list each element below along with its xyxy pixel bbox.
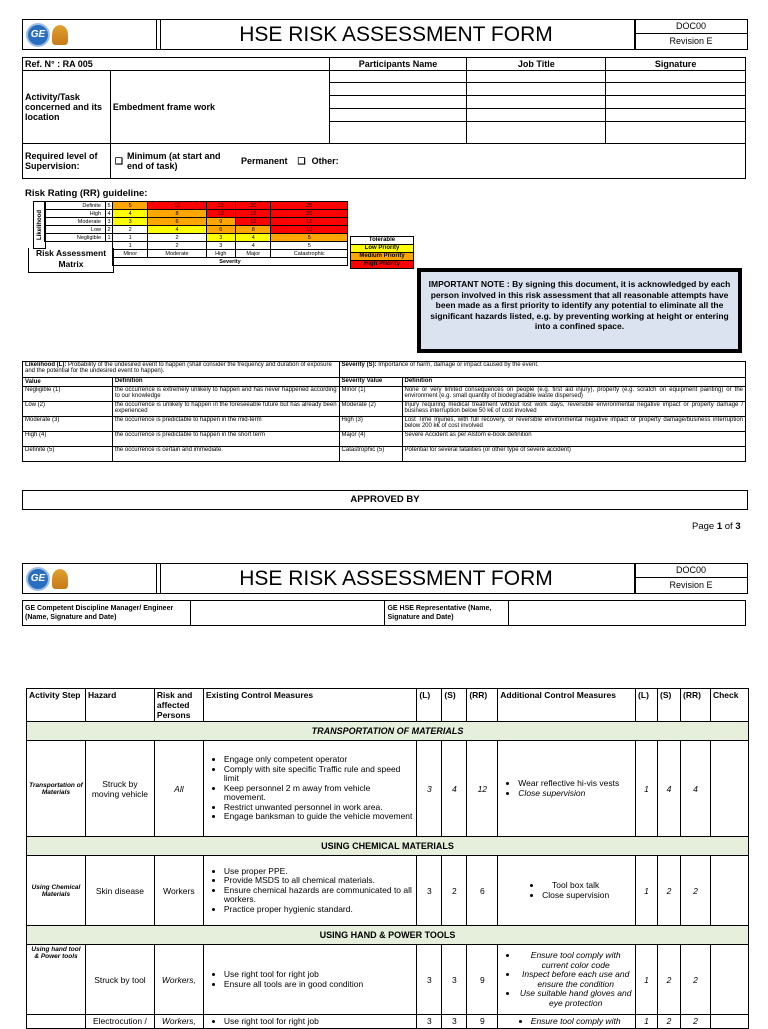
check-cell[interactable] <box>710 856 748 926</box>
legend-item: Low Priority <box>350 244 414 253</box>
likelihood-value: Moderate (3) <box>23 417 113 432</box>
matrix-label: Risk Assessment Matrix <box>28 248 114 273</box>
residual-s: 2 <box>658 945 681 1015</box>
matrix-cell: 9 <box>206 218 236 226</box>
residual-rr: 2 <box>680 1015 710 1029</box>
existing-control-item: • Keep personnel 2 m away from vehicle movement. <box>224 784 415 803</box>
rating-rr: 9 <box>467 945 498 1015</box>
additional-control-item: • Close supervision <box>518 789 633 799</box>
residual-s: 2 <box>658 856 681 926</box>
affected-persons: Workers, <box>154 1015 203 1029</box>
participant-cell[interactable] <box>329 122 467 144</box>
severity-definition: None or very limited consequences on people (e.g. first aid injury), property (e.g. scratch on equipment painting) or the environment (e.g. small quantity of biodegradable waste dispersed) <box>402 387 746 402</box>
severity-number: 4 <box>236 242 271 250</box>
supervision-other: Other: <box>311 156 339 166</box>
job-title-cell[interactable] <box>467 109 606 122</box>
severity-def-heading: Severity (S): Importance of harm, damage or impact caused by the event. <box>339 362 745 378</box>
rating-s: 2 <box>442 856 467 926</box>
matrix-cell: 6 <box>206 226 236 234</box>
table-row <box>27 1015 749 1029</box>
signature-cell[interactable] <box>606 83 746 96</box>
participant-cell[interactable] <box>329 109 467 122</box>
column-header: (S) <box>658 689 681 722</box>
matrix-row-number: 4 <box>107 210 111 217</box>
risk-assessment-table <box>26 688 749 1029</box>
matrix-cell: 4 <box>113 210 148 218</box>
severity-number: 1 <box>113 242 148 250</box>
activity-value: Embedment frame work <box>110 71 329 144</box>
hazard: Electrocution / <box>85 1015 154 1029</box>
legend-item: Tolerable <box>350 236 414 245</box>
column-header: Hazard <box>85 689 154 722</box>
supervision-minimum: Minimum (at start and end of task) <box>127 151 221 171</box>
existing-control-item: • Use right tool for right job <box>224 1017 415 1027</box>
severity-value: Minor (1) <box>339 387 402 402</box>
existing-control-item: • Ensure chemical hazards are communicated to all workers. <box>224 886 415 905</box>
likelihood-definition: the occurrence is certain and immediate. <box>112 447 339 462</box>
existing-control-item: • Engage only competent operator <box>224 755 415 765</box>
important-note: IMPORTANT NOTE : By signing this document, it is acknowledged by each person involved in this risk assessment that all reasonable attempts have been made as a first priority to identify any potential to eliminate all the significant hazards listed, e.g. by preventing working at height or entering into a confined space. <box>417 268 742 353</box>
residual-rr: 2 <box>680 856 710 926</box>
palm-logo-icon <box>52 25 68 45</box>
additional-controls <box>498 1015 636 1029</box>
matrix-cell: 20 <box>271 210 348 218</box>
residual-s: 4 <box>658 741 681 837</box>
matrix-cell: 20 <box>236 202 271 210</box>
column-header: (L) <box>636 689 658 722</box>
severity-value: Catastrophic (5) <box>339 447 402 462</box>
matrix-cell: 4 <box>148 226 206 234</box>
matrix-row-label: High <box>45 210 106 218</box>
approval-signatures-table <box>22 600 746 626</box>
likelihood-value: Negligible (1) <box>23 387 113 402</box>
matrix-cell: 8 <box>236 226 271 234</box>
matrix-cell: 2 <box>148 234 206 242</box>
activity-step: Transportation of Materials <box>27 741 86 837</box>
palm-logo-icon <box>52 569 68 589</box>
residual-l: 1 <box>636 856 658 926</box>
activity-label: Activity/Task concerned and its location <box>23 71 111 144</box>
severity-number: 2 <box>148 242 206 250</box>
table-row <box>27 741 749 837</box>
additional-control-item: • Wear reflective hi-vis vests <box>518 779 633 789</box>
likelihood-value: Definite (5) <box>23 447 113 462</box>
manager-signature-cell[interactable] <box>190 601 385 626</box>
section-header: USING HAND & POWER TOOLS <box>27 926 749 945</box>
check-cell[interactable] <box>710 945 748 1015</box>
residual-l: 1 <box>636 945 658 1015</box>
existing-control-item: • Engage banksman to guide the vehicle movement <box>224 812 415 822</box>
additional-control-item: • Ensure tool comply with current color code <box>518 951 633 970</box>
job-title-header: Job Title <box>467 58 606 71</box>
existing-control-item: • Provide MSDS to all chemical materials. <box>224 876 415 886</box>
additional-control-item: • Close supervision <box>542 891 609 901</box>
rating-s: 3 <box>442 945 467 1015</box>
manager-label: GE Competent Discipline Manager/ Engineer (Name, Signature and Date) <box>23 601 191 626</box>
checkbox-permanent-icon[interactable]: ❑ <box>297 155 306 166</box>
rr-guideline-title: Risk Rating (RR) guideline: <box>25 188 148 199</box>
additional-controls <box>498 945 636 1015</box>
supervision-permanent: Permanent <box>241 156 288 166</box>
likelihood-definition: the occurrence is unlikely to happen in the foreseeable future but has already been experienced <box>112 402 339 417</box>
column-header: Additional Control Measures <box>498 689 636 722</box>
matrix-cell: 5 <box>271 234 348 242</box>
existing-controls <box>203 1015 417 1029</box>
severity-value: Major (4) <box>339 432 402 447</box>
hse-signature-cell[interactable] <box>509 601 746 626</box>
existing-control-item: • Comply with site specific Traffic rule and speed limit <box>224 765 415 784</box>
matrix-cell: 6 <box>148 218 206 226</box>
rating-s: 4 <box>442 741 467 837</box>
check-cell[interactable] <box>710 1015 748 1029</box>
matrix-row-label: Moderate <box>45 218 106 226</box>
matrix-cell: 10 <box>271 226 348 234</box>
severity-label: High <box>206 250 236 258</box>
table-row <box>27 945 749 1015</box>
severity-axis-title: Severity <box>113 258 348 266</box>
column-header: (RR) <box>680 689 710 722</box>
legend-item: Medium Priority <box>350 252 414 261</box>
definitions-table <box>22 361 746 462</box>
severity-value: Moderate (2) <box>339 402 402 417</box>
supervision-label: Required level of Supervision: <box>23 144 111 179</box>
job-title-cell[interactable] <box>467 96 606 109</box>
activity-step: Using Chemical Materials <box>27 856 86 926</box>
rating-l: 3 <box>417 1015 442 1029</box>
matrix-cell: 16 <box>236 210 271 218</box>
matrix-cell: 3 <box>113 218 148 226</box>
rating-rr: 9 <box>467 1015 498 1029</box>
signature-cell[interactable] <box>606 122 746 144</box>
likelihood-definition: the occurrence is extremely unlikely to happen and has never happened according to our knowledge <box>112 387 339 402</box>
matrix-cell: 1 <box>113 234 148 242</box>
matrix-cell: 15 <box>271 218 348 226</box>
column-header: (S) <box>442 689 467 722</box>
residual-s: 2 <box>658 1015 681 1029</box>
doc-code-page2: DOC00 <box>634 563 748 578</box>
section-header: TRANSPORTATION OF MATERIALS <box>27 722 749 741</box>
affected-persons: Workers <box>154 856 203 926</box>
likelihood-def-heading: Likelihood (L): Probability of the undesired event to happen (shall consider the frequency and duration of exposure and the potential for the undesired event to happen). <box>23 362 340 378</box>
existing-controls <box>203 741 417 837</box>
severity-definition: Potential for several fatalities (or other type of severe accident) <box>402 447 746 462</box>
checkbox-minimum-icon[interactable]: ❑ <box>114 155 123 166</box>
hazard: Struck by moving vehicle <box>85 741 154 837</box>
column-header: Check <box>710 689 748 722</box>
page-title-page2: HSE RISK ASSESSMENT FORM <box>156 563 636 594</box>
matrix-row-number: 2 <box>107 226 111 233</box>
column-header: (L) <box>417 689 442 722</box>
ref-number: Ref. N° : RA 005 <box>23 58 330 71</box>
severity-label: Minor <box>113 250 148 258</box>
existing-control-item: • Use right tool for right job <box>224 970 415 980</box>
definition-header: Definition <box>112 378 339 387</box>
rating-l: 3 <box>417 856 442 926</box>
approved-by: APPROVED BY <box>22 490 748 510</box>
additional-control-item: • Tool box talk <box>542 881 609 891</box>
matrix-cell: 25 <box>271 202 348 210</box>
likelihood-value: Low (2) <box>23 402 113 417</box>
residual-l: 1 <box>636 1015 658 1029</box>
matrix-row-label: Negligible <box>45 234 106 242</box>
additional-control-item: • Inspect before each use and ensure the condition <box>518 970 633 989</box>
signature-cell[interactable] <box>606 96 746 109</box>
matrix-row-number: 5 <box>107 202 111 209</box>
signature-cell[interactable] <box>606 109 746 122</box>
hazard: Struck by tool <box>85 945 154 1015</box>
likelihood-value: High (4) <box>23 432 113 447</box>
matrix-row-number: 3 <box>107 218 111 225</box>
affected-persons: All <box>154 741 203 837</box>
doc-revision: Revision E <box>634 33 748 50</box>
matrix-cell: 2 <box>113 226 148 234</box>
matrix-cell: 8 <box>148 210 206 218</box>
additional-controls <box>498 856 636 926</box>
activity-step <box>27 1015 86 1029</box>
residual-l: 1 <box>636 741 658 837</box>
ge-logo-icon: GE <box>26 23 50 47</box>
page-title: HSE RISK ASSESSMENT FORM <box>156 19 636 50</box>
activity-step: Using hand tool & Power tools <box>27 945 86 1015</box>
severity-definition: Lost Time Injuries, with full recovery, or reversible environmental negative impact or property damage/business interruption below 200 k€ of cost involved <box>402 417 746 432</box>
residual-rr: 4 <box>680 741 710 837</box>
likelihood-definition: the occurrence is predictable to happen in the short term <box>112 432 339 447</box>
existing-controls <box>203 945 417 1015</box>
signature-cell[interactable] <box>606 71 746 83</box>
matrix-cell: 5 <box>113 202 148 210</box>
company-logo <box>22 19 161 50</box>
severity-number: 3 <box>206 242 236 250</box>
legend-item: High Priority <box>350 260 414 269</box>
column-header: Risk and affected Persons <box>154 689 203 722</box>
rating-l: 3 <box>417 945 442 1015</box>
additional-control-item: • Ensure tool comply with <box>531 1017 621 1027</box>
job-title-cell[interactable] <box>467 71 606 83</box>
rating-l: 3 <box>417 741 442 837</box>
additional-controls <box>498 741 636 837</box>
matrix-row-label: Low <box>45 226 106 234</box>
doc-revision-page2: Revision E <box>634 577 748 594</box>
rating-rr: 6 <box>467 856 498 926</box>
severity-value-header: Severity Value <box>339 378 402 387</box>
ge-logo-icon: GE <box>26 567 50 591</box>
value-header: Value <box>23 378 113 387</box>
matrix-cell: 12 <box>236 218 271 226</box>
matrix-row-label: Definite <box>45 202 106 210</box>
section-header: USING CHEMICAL MATERIALS <box>27 837 749 856</box>
participant-cell[interactable] <box>329 96 467 109</box>
company-logo-page2 <box>22 563 161 594</box>
rating-s: 3 <box>442 1015 467 1029</box>
job-title-cell[interactable] <box>467 83 606 96</box>
participant-cell[interactable] <box>329 71 467 83</box>
table-row <box>27 856 749 926</box>
existing-controls <box>203 856 417 926</box>
hazard: Skin disease <box>85 856 154 926</box>
severity-value: High (3) <box>339 417 402 432</box>
severity-definition: Injury requiring medical treatment without lost work days, reversible environmental negative impact or property damage / business interruption below 50 k€ of cost involved <box>402 402 746 417</box>
severity-number: 5 <box>271 242 348 250</box>
affected-persons: Workers, <box>154 945 203 1015</box>
additional-control-item: • Use suitable hand gloves and eye protection <box>518 989 633 1008</box>
matrix-row-number: 1 <box>107 234 111 241</box>
job-title-cell[interactable] <box>467 122 606 144</box>
severity-label: Catastrophic <box>271 250 348 258</box>
participants-header: Participants Name <box>329 58 467 71</box>
column-header: Existing Control Measures <box>203 689 417 722</box>
hse-rep-label: GE HSE Representative (Name, Signature and Date) <box>385 601 509 626</box>
likelihood-axis-label: Likelihood <box>36 210 43 240</box>
matrix-cell: 12 <box>206 210 236 218</box>
doc-code: DOC00 <box>634 19 748 34</box>
existing-control-item: • Restrict unwanted personnel in work area. <box>224 803 415 813</box>
severity-definition-header: Definition <box>402 378 746 387</box>
participant-cell[interactable] <box>329 83 467 96</box>
participants-table <box>22 57 746 179</box>
severity-label: Major <box>236 250 271 258</box>
priority-legend <box>350 237 414 269</box>
check-cell[interactable] <box>710 741 748 837</box>
existing-control-item: • Practice proper hygienic standard. <box>224 905 415 915</box>
rating-rr: 12 <box>467 741 498 837</box>
severity-label: Moderate <box>148 250 206 258</box>
existing-control-item: • Ensure all tools are in good condition <box>224 980 415 990</box>
residual-rr: 2 <box>680 945 710 1015</box>
matrix-cell: 10 <box>148 202 206 210</box>
column-header: Activity Step <box>27 689 86 722</box>
matrix-cell: 4 <box>236 234 271 242</box>
likelihood-definition: the occurrence is predictable to happen in the mid-term <box>112 417 339 432</box>
page-number: Page 1 of 3 <box>692 521 741 532</box>
severity-definition: Severe Accident as per Alstom e-book definition <box>402 432 746 447</box>
column-header: (RR) <box>467 689 498 722</box>
signature-header: Signature <box>606 58 746 71</box>
existing-control-item: • Use proper PPE. <box>224 867 415 877</box>
matrix-cell: 15 <box>206 202 236 210</box>
matrix-cell: 3 <box>206 234 236 242</box>
